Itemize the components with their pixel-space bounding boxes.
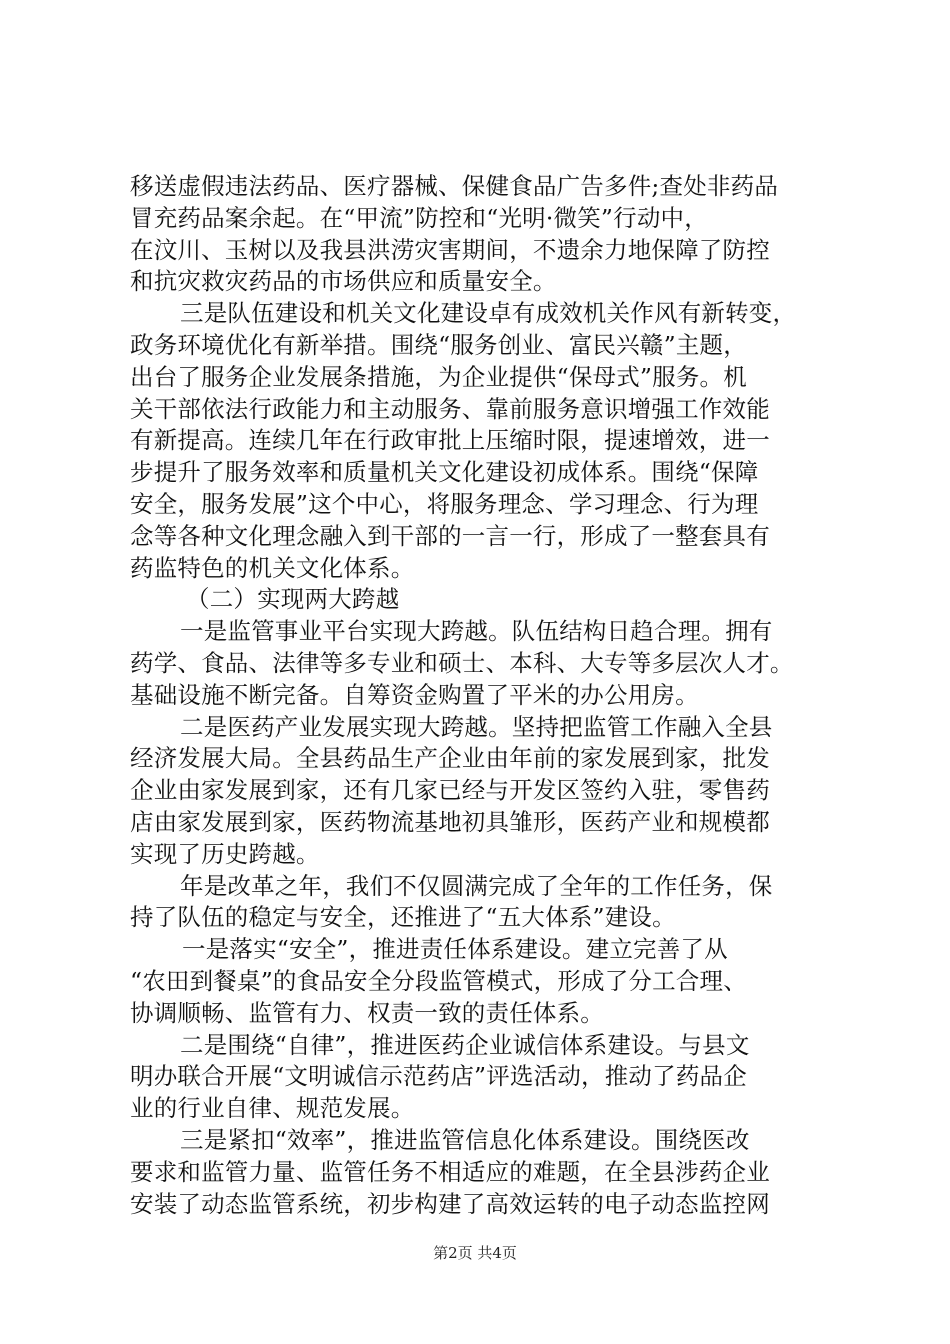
- text-line: 药学、食品、法律等多专业和硕士、本科、大专等多层次人才。: [130, 648, 794, 677]
- text-line: 明办联合开展“文明诚信示范药店”评选活动，推动了药品企: [130, 1062, 747, 1091]
- document-body: [130, 171, 830, 1220]
- text-line: 药监特色的机关文化体系。: [130, 553, 415, 582]
- paragraph-start-line: 二是医药产业发展实现大跨越。坚持把监管工作融入全县: [180, 712, 773, 741]
- text-line: 持了队伍的稳定与安全，还推进了“五大体系”建设。: [130, 903, 676, 932]
- text-line: “农田到餐桌”的食品安全分段监管模式，形成了分工合理、: [130, 966, 747, 995]
- text-line: 实现了历史跨越。: [130, 839, 320, 868]
- text-line: 出台了服务企业发展条措施，为企业提供“保母式”服务。机: [130, 362, 747, 391]
- text-line: 政务环境优化有新举措。围绕“服务创业、富民兴赣”主题，: [130, 330, 747, 359]
- text-line: 念等各种文化理念融入到干部的一言一行，形成了一整套具有: [130, 521, 770, 550]
- section-heading: （二）实现两大跨越: [186, 585, 400, 614]
- paragraph-start-line: 三是队伍建设和机关文化建设卓有成效机关作风有新转变，: [180, 299, 797, 328]
- page-number-label: 第2页 共4页: [433, 1244, 517, 1262]
- text-line: 安装了动态监管系统，初步构建了高效运转的电子动态监控网: [130, 1189, 770, 1218]
- text-line: 和抗灾救灾药品的市场供应和质量安全。: [130, 267, 557, 296]
- text-line: 在汶川、玉树以及我县洪涝灾害期间，不遗余力地保障了防控: [130, 235, 770, 264]
- text-line: 经济发展大局。全县药品生产企业由年前的家发展到家，批发: [130, 744, 770, 773]
- text-line: 店由家发展到家，医药物流基地初具雏形，医药产业和规模都: [130, 807, 770, 836]
- text-line: 企业由家发展到家，还有几家已经与开发区签约入驻，零售药: [130, 776, 770, 805]
- text-line: 基础设施不断完备。自筹资金购置了平米的办公用房。: [130, 680, 699, 709]
- text-line: 关干部依法行政能力和主动服务、靠前服务意识增强工作效能: [130, 394, 770, 423]
- text-line: 有新提高。连续几年在行政审批上压缩时限，提速增效，进一: [130, 426, 770, 455]
- text-line: 步提升了服务效率和质量机关文化建设初成体系。围绕“保障: [130, 458, 759, 487]
- text-line: 要求和监管力量、监管任务不相适应的难题，在全县涉药企业: [130, 1157, 770, 1186]
- text-line: 冒充药品案余起。在“甲流”防控和“光明·微笑”行动中，: [130, 203, 708, 232]
- paragraph-start-line: 三是紧扣“效率”，推进监管信息化体系建设。围绕医改: [180, 1125, 750, 1154]
- text-line: 协调顺畅、监管有力、权责一致的责任体系。: [130, 998, 604, 1027]
- text-line: 移送虚假违法药品、医疗器械、保健食品广告多件;查处非药品: [130, 172, 779, 200]
- paragraph-start-line: 年是改革之年，我们不仅圆满完成了全年的工作任务，保: [180, 871, 773, 900]
- page-footer: [0, 1242, 950, 1263]
- paragraph-start-line: 一是落实“安全”，推进责任体系建设。建立完善了从: [182, 935, 728, 964]
- text-line: 业的行业自律、规范发展。: [130, 1094, 415, 1123]
- paragraph-start-line: 一是监管事业平台实现大跨越。队伍结构日趋合理。拥有: [180, 617, 773, 646]
- paragraph-start-line: 二是围绕“自律”，推进医药企业诚信体系建设。与县文: [180, 1030, 750, 1059]
- text-line: 安全，服务发展”这个中心，将服务理念、学习理念、行为理: [130, 489, 759, 518]
